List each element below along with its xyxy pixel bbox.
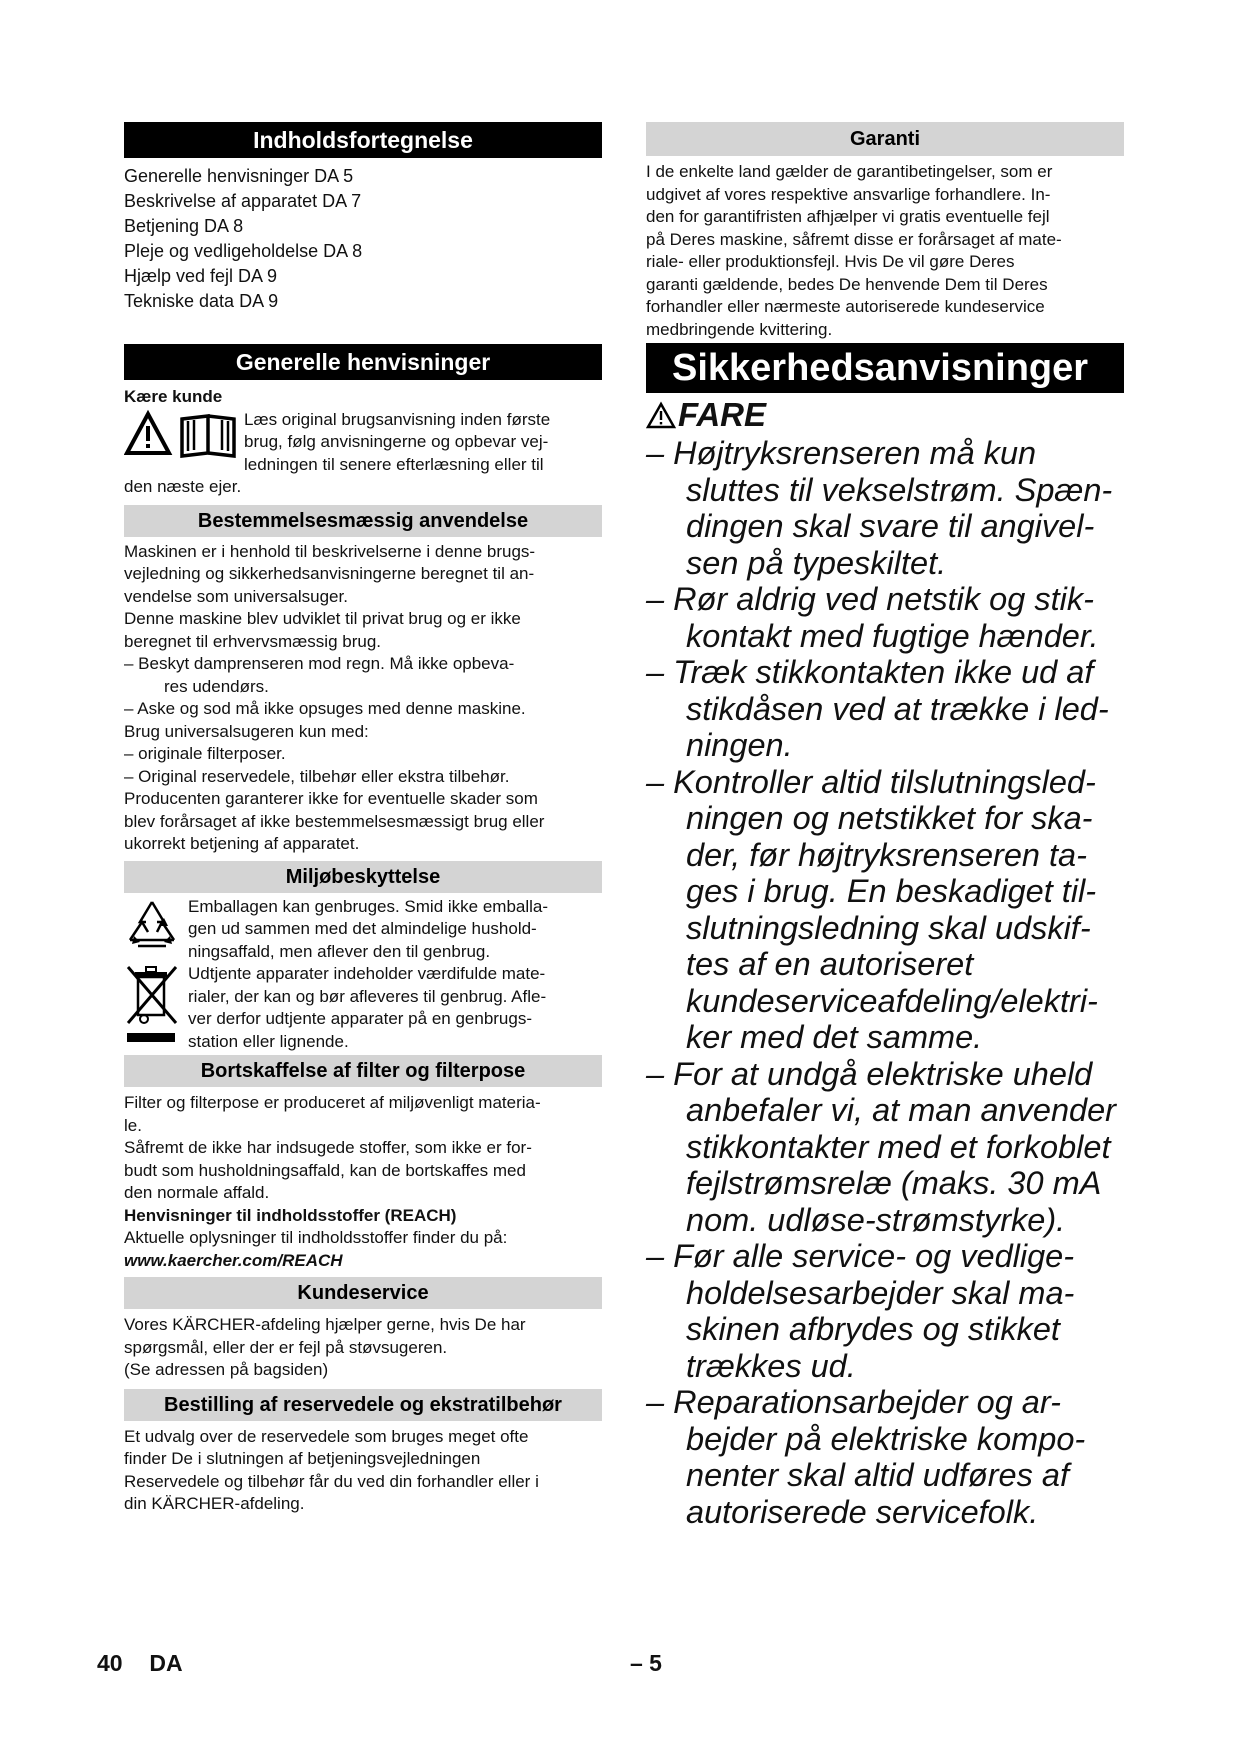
page-footer-center: – 5 — [630, 1650, 662, 1676]
text-line: le. — [124, 1115, 142, 1135]
text-line: din KÄRCHER-afdeling. — [124, 1494, 305, 1513]
safety-line: sen på typeskiltet. — [686, 544, 947, 581]
text-line: garanti gældende, bedes De henvende Dem til Deres — [646, 274, 1048, 294]
text-line: brug, følg anvisningerne og opbevar vej- — [244, 432, 549, 451]
safety-line: stikdåsen ved at trække i led- — [686, 690, 1109, 727]
toc-item[interactable]: Beskrivelse af apparatet DA 7 — [124, 191, 362, 211]
danger-text: FARE — [678, 396, 767, 433]
text-line: den for garantifristen afhjælper vi gratis eventuelle fejl — [646, 207, 1050, 226]
safety-line: – Reparationsarbejder og ar- — [646, 1384, 1061, 1420]
safety-line: anbefaler vi, at man anvender — [686, 1092, 1116, 1128]
customer-service-heading: Kundeservice — [124, 1277, 602, 1309]
safety-line: ges i brug. En beskadiget til- — [686, 873, 1097, 909]
text-line: på Deres maskine, såfremt disse er forårsaget af mate- — [646, 229, 1062, 249]
text-line: Et udvalg over de reservedele som bruges meget ofte — [124, 1426, 529, 1446]
text-line: vendelse som universalsuger. — [124, 586, 348, 606]
reach-link[interactable]: www.kaercher.com/REACH — [124, 1250, 343, 1270]
safety-item — [646, 764, 1124, 1056]
safety-line: – Højtryksrenseren må kun — [646, 435, 1037, 471]
safety-line: slutningsledning skal udskif- — [686, 909, 1091, 946]
text-line: medbringende kvittering. — [646, 319, 833, 339]
page-footer-left — [97, 1650, 183, 1677]
text-line: forhandler eller nærmeste autoriserede kundeservice — [646, 297, 1045, 316]
safety-line: nom. udløse-strømstyrke). — [686, 1201, 1066, 1238]
filter-disposal-body — [124, 1092, 602, 1272]
weee-notice — [124, 963, 602, 1053]
safety-heading: Sikkerhedsanvisninger — [646, 343, 1124, 393]
text-line: riale- eller produktionsfejl. Hvis De vil gøre Deres — [646, 252, 1015, 271]
weee-text — [188, 963, 602, 1053]
safety-line: – For at undgå elektriske uheld — [646, 1055, 1093, 1092]
text-line: blev forårsaget af ikke bestemmelsesmæssigt brug eller — [124, 811, 545, 831]
text-line: ukorrekt betjening af apparatet. — [124, 834, 360, 853]
text-line: Udtjente apparater indeholder værdifulde mate- — [188, 964, 546, 983]
text-line: Filter og filterpose er produceret af miljøvenligt materia- — [124, 1093, 541, 1112]
text-line: Maskinen er i henhold til beskrivelserne i denne brugs- — [124, 541, 536, 561]
danger-label — [646, 395, 1124, 435]
bullet-line: res udendørs. — [164, 676, 269, 696]
customer-service-body — [124, 1314, 602, 1382]
text-line: Læs original brugsanvisning inden første — [244, 409, 551, 429]
general-heading: Generelle henvisninger — [124, 344, 602, 380]
page-number: 40 — [97, 1650, 123, 1676]
text-line: finder De i slutningen af betjeningsvejledningen — [124, 1449, 481, 1468]
bullet-line: – originale filterposer. — [124, 744, 286, 763]
text-line: den næste ejer. — [124, 477, 242, 496]
text-line: Vores KÄRCHER-afdeling hjælper gerne, hvis De har — [124, 1315, 526, 1334]
toc-item[interactable]: Betjening DA 8 — [124, 216, 244, 236]
safety-line: fejlstrømsrelæ (maks. 30 mA — [686, 1165, 1102, 1201]
safety-line: – Før alle service- og vedlige- — [646, 1238, 1075, 1274]
safety-line: stikkontakter med et forkoblet — [686, 1128, 1111, 1165]
safety-item — [646, 654, 1124, 764]
safety-item — [646, 1238, 1124, 1384]
text-line: ver derfor udtjente apparater på en genbrugs- — [188, 1009, 533, 1028]
warning-book-icon — [124, 409, 242, 459]
safety-line: kundeserviceafdeling/elektri- — [686, 982, 1098, 1019]
safety-item — [646, 581, 1124, 654]
text-line: Såfremt de ikke har indsugede stoffer, som ikke er for- — [124, 1138, 532, 1157]
safety-line: nenter skal altid udføres af — [686, 1457, 1069, 1493]
safety-line: ningen og netstikket for ska- — [686, 800, 1093, 836]
safety-line: – Træk stikkontakten ikke ud af — [646, 654, 1094, 690]
environment-heading: Miljøbeskyttelse — [124, 861, 602, 893]
spare-parts-body — [124, 1426, 602, 1516]
text-line: ningsaffald, men aflever den til genbrug. — [188, 941, 491, 961]
safety-line: skinen afbrydes og stikket — [686, 1311, 1060, 1347]
text-line: Aktuelle oplysninger til indholdsstoffer finder du på: — [124, 1228, 508, 1247]
bullet-line: – Original reservedele, tilbehør eller ekstra tilbehør. — [124, 766, 510, 786]
safety-line: bejder på elektriske kompo- — [686, 1420, 1086, 1457]
recycle-notice — [124, 896, 602, 964]
warranty-heading: Garanti — [646, 122, 1124, 156]
recycle-text — [188, 896, 602, 964]
reach-title: Henvisninger til indholdsstoffer (REACH) — [124, 1205, 457, 1225]
safety-line: dingen skal svare til angivel- — [686, 508, 1095, 544]
text-line: Brug universalsugeren kun med: — [124, 721, 369, 741]
bullet-line: – Aske og sod må ikke opsuges med denne maskine. — [124, 699, 526, 718]
recycle-icon-box — [124, 896, 188, 964]
toc-list — [124, 164, 602, 314]
text-line: Denne maskine blev udviklet til privat brug og er ikke — [124, 609, 521, 628]
text-line: beregnet til erhvervsmæssig brug. — [124, 631, 382, 651]
filter-disposal-heading: Bortskaffelse af filter og filterpose — [124, 1055, 602, 1087]
warning-triangle-icon — [646, 401, 676, 429]
safety-list — [646, 435, 1124, 1530]
left-column — [124, 122, 602, 1516]
safety-item — [646, 1384, 1124, 1530]
safety-line: ningen. — [686, 727, 793, 763]
text-line: gen ud sammen med det almindelige hushold- — [188, 919, 537, 938]
text-line: (Se adressen på bagsiden) — [124, 1360, 329, 1379]
text-line: ledningen til senere efterlæsning eller til — [244, 454, 544, 474]
safety-item — [646, 1056, 1124, 1239]
safety-line: holdelsesarbejder skal ma- — [686, 1274, 1075, 1311]
text-line: station eller lignende. — [188, 1031, 349, 1051]
manual-warning-icons — [124, 409, 244, 477]
text-line: Producenten garanterer ikke for eventuelle skader som — [124, 789, 538, 808]
weee-icon-box — [124, 963, 188, 1053]
text-line: rialer, der kan og bør afleveres til genbrug. Afle- — [188, 986, 547, 1006]
toc-item[interactable]: Generelle henvisninger DA 5 — [124, 166, 354, 186]
safety-line: – Rør aldrig ved netstik og stik- — [646, 581, 1094, 617]
text-line: budt som husholdningsaffald, kan de bortskaffes med — [124, 1160, 526, 1180]
language-code: DA — [149, 1650, 183, 1676]
text-line: Reservedele og tilbehør får du ved din forhandler eller i — [124, 1471, 539, 1491]
text-line: spørgsmål, eller der er fejl på støvsugeren. — [124, 1337, 448, 1357]
right-column — [646, 122, 1124, 1530]
toc-item[interactable]: Tekniske data DA 9 — [124, 291, 279, 311]
salutation: Kære kunde — [124, 387, 223, 406]
safety-line: tes af en autoriseret — [686, 946, 974, 982]
text-line: Emballagen kan genbruges. Smid ikke emballa- — [188, 896, 549, 916]
safety-line: – Kontroller altid tilslutningsled- — [646, 763, 1096, 800]
safety-line: sluttes til vekselstrøm. Spæn- — [686, 471, 1113, 508]
safety-item — [646, 435, 1124, 581]
manual-notice — [124, 409, 602, 477]
crossed-bin-icon — [124, 963, 180, 1045]
safety-line: autoriserede servicefolk. — [686, 1493, 1039, 1530]
safety-line: ker med det samme. — [686, 1019, 983, 1055]
toc-item[interactable]: Pleje og vedligeholdelse DA 8 — [124, 241, 363, 261]
bullet-line: – Beskyt damprenseren mod regn. Må ikke opbeva- — [124, 654, 515, 673]
manual-notice-text — [244, 409, 602, 477]
recycle-icon — [124, 896, 180, 952]
text-line: I de enkelte land gælder de garantibetingelser, som er — [646, 162, 1053, 181]
toc-item[interactable]: Hjælp ved fejl DA 9 — [124, 266, 278, 286]
safety-line: kontakt med fugtige hænder. — [686, 617, 1099, 654]
safety-line: trækkes ud. — [686, 1347, 856, 1384]
toc-heading: Indholdsfortegnelse — [124, 122, 602, 158]
text-line: vejledning og sikkerhedsanvisningerne beregnet til an- — [124, 564, 535, 583]
spare-parts-heading: Bestilling af reservedele og ekstratilbehør — [124, 1389, 602, 1421]
safety-line: der, før højtryksrenseren ta- — [686, 836, 1087, 873]
intended-use-body — [124, 541, 602, 856]
text-line: udgivet af vores respektive ansvarlige forhandlere. In- — [646, 184, 1051, 204]
intended-use-heading: Bestemmelsesmæssig anvendelse — [124, 505, 602, 537]
warranty-body — [646, 161, 1124, 341]
text-line: den normale affald. — [124, 1183, 270, 1202]
